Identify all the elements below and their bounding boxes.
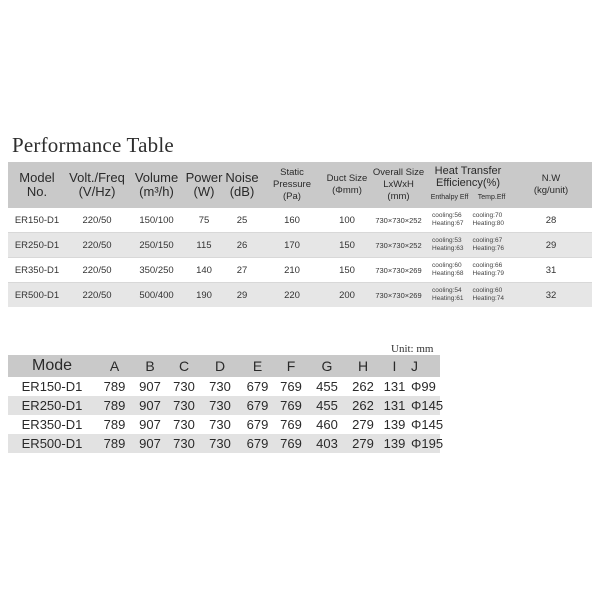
dim-c-cell: 730 [173,379,195,394]
table-row [8,282,592,307]
table-row [8,396,444,415]
header-mode: Mode [31,357,73,374]
power-cell: 190 [196,289,212,301]
duct-size-cell: 100 [339,214,355,226]
model-cell: ER500-D1 [14,289,60,301]
table-row [8,257,592,282]
header-power: Power (W) [185,170,223,199]
duct-size-cell: 200 [339,289,355,301]
dim-e-cell: 679 [246,398,269,413]
dim-d-cell: 730 [209,417,231,432]
overall-size-cell: 730×730×252 [375,240,422,250]
net-weight-cell: 32 [545,289,557,301]
header-dim-f: F [286,358,296,374]
volt-cell: 220/50 [82,264,112,276]
mode-cell: ER500-D1 [21,436,83,451]
duct-size-cell: 150 [339,264,355,276]
dim-a-cell: 789 [103,398,126,413]
mode-cell: ER250-D1 [21,398,83,413]
mode-cell: ER350-D1 [21,417,83,432]
dim-b-cell: 907 [139,417,161,432]
temp-eff-value [473,212,504,228]
heating-value: Heating:79 [472,270,504,277]
cooling-value: cooling:66 [472,262,503,269]
table-row [8,208,592,232]
header-net-weight: N.W (kg/unit) [533,173,569,196]
page-title: Performance Table [12,133,174,157]
heat-transfer-cell [426,212,510,228]
header-dim-j: J [411,358,418,374]
volume-cell: 150/100 [139,214,174,226]
dim-j-cell: Φ99 [411,379,436,394]
dim-c-cell: 730 [173,436,195,451]
volt-cell: 220/50 [82,289,112,301]
power-cell: 75 [198,214,210,226]
header-dim-i: I [392,358,397,374]
dim-i-cell: 131 [383,379,406,394]
volume-cell: 250/150 [139,239,174,251]
table-row [8,232,592,257]
heating-value: Heating:80 [472,220,504,227]
dim-i-cell: 131 [383,398,406,413]
temp-eff-value [473,262,504,278]
heating-value: Heating:76 [472,245,504,252]
header-static-pressure: Static Pressure (Pa) [272,167,311,202]
header-temp-eff: Temp.Eff [477,194,506,201]
heating-value: Heating:74 [472,295,504,302]
noise-cell: 25 [236,214,248,226]
dim-j-cell: Φ145 [411,398,444,413]
dim-c-cell: 730 [173,417,195,432]
noise-cell: 27 [236,264,248,276]
dim-e-cell: 679 [246,417,269,432]
dim-d-cell: 730 [209,379,231,394]
heating-value: Heating:63 [432,245,464,252]
header-dim-g: G [321,358,333,374]
overall-size-cell: 730×730×269 [375,290,422,300]
temp-eff-value [473,237,504,253]
header-enthalpy-eff: Enthalpy Eff [430,194,469,201]
noise-cell: 26 [236,239,248,251]
static-pressure-cell: 210 [284,264,300,276]
header-dim-e: E [252,358,263,374]
dim-f-cell: 769 [280,436,302,451]
dim-i-cell: 139 [383,417,406,432]
heat-transfer-cell [426,262,510,278]
power-cell: 140 [196,264,212,276]
cooling-value: cooling:54 [432,287,462,294]
header-model: Model No. [19,170,55,199]
volume-cell: 350/250 [139,264,174,276]
enthalpy-eff-value [432,262,463,278]
overall-size-cell: 730×730×252 [375,215,422,225]
mode-cell: ER150-D1 [21,379,83,394]
volt-cell: 220/50 [82,239,112,251]
dimensions-table-header [8,355,440,377]
unit-note: Unit: mm [391,343,434,355]
dim-g-cell: 455 [316,379,338,394]
header-heat-transfer: Heat Transfer Efficiency(%) Enthalpy Eff Temp.Eff [426,165,510,205]
heat-transfer-cell [426,237,510,253]
dim-b-cell: 907 [139,436,161,451]
net-weight-cell: 28 [545,214,557,226]
heat-transfer-cell [426,287,510,303]
model-cell: ER350-D1 [14,264,60,276]
dim-d-cell: 730 [209,436,231,451]
enthalpy-eff-value [432,287,463,303]
enthalpy-eff-value [432,212,463,228]
dim-j-cell: Φ145 [411,417,444,432]
static-pressure-cell: 160 [284,214,300,226]
static-pressure-cell: 170 [284,239,300,251]
dim-d-cell: 730 [209,398,231,413]
temp-eff-value [473,287,504,303]
cooling-value: cooling:53 [432,237,462,244]
table-row [8,415,444,434]
dim-h-cell: 262 [352,379,374,394]
static-pressure-cell: 220 [284,289,300,301]
dim-f-cell: 769 [280,398,302,413]
volt-cell: 220/50 [82,214,112,226]
header-dim-c: C [178,358,190,374]
noise-cell: 29 [236,289,248,301]
header-volume: Volume (m³/h) [134,170,179,199]
dim-e-cell: 679 [246,379,269,394]
cooling-value: cooling:60 [472,287,503,294]
dim-g-cell: 403 [316,436,338,451]
cooling-value: cooling:56 [432,212,462,219]
dim-a-cell: 789 [103,379,126,394]
header-noise: Noise (dB) [225,170,259,199]
dim-a-cell: 789 [103,436,126,451]
dim-h-cell: 279 [352,436,374,451]
overall-size-cell: 730×730×269 [375,265,422,275]
dim-h-cell: 279 [352,417,374,432]
net-weight-cell: 31 [545,264,557,276]
dim-i-cell: 139 [383,436,406,451]
header-dim-b: B [145,358,155,374]
performance-table [8,162,592,307]
dim-g-cell: 460 [316,417,338,432]
header-dim-a: A [109,358,120,374]
model-cell: ER150-D1 [14,214,60,226]
power-cell: 115 [196,239,212,251]
header-dim-d: D [214,358,226,374]
dim-c-cell: 730 [173,398,195,413]
duct-size-cell: 150 [339,239,355,251]
table-row [8,434,444,453]
net-weight-cell: 29 [545,239,557,251]
cooling-value: cooling:67 [472,237,503,244]
header-volt-freq: Volt./Freq (V/Hz) [69,170,125,199]
dim-e-cell: 679 [246,436,269,451]
performance-table-header [8,162,592,208]
dim-j-cell: Φ195 [411,436,444,451]
enthalpy-eff-value [432,237,463,253]
dim-a-cell: 789 [103,417,126,432]
model-cell: ER250-D1 [14,239,60,251]
dim-f-cell: 769 [280,417,302,432]
dimensions-table [8,355,444,453]
heating-value: Heating:67 [432,220,464,227]
dim-b-cell: 907 [139,398,161,413]
dim-b-cell: 907 [139,379,161,394]
dim-g-cell: 455 [316,398,338,413]
heating-value: Heating:61 [432,295,464,302]
dim-f-cell: 769 [280,379,302,394]
header-dim-h: H [357,358,369,374]
header-overall-size: Overall Size LxWxH (mm) [372,167,425,202]
table-row [8,377,440,396]
heating-value: Heating:68 [432,270,464,277]
dim-h-cell: 262 [352,398,374,413]
header-duct-size: Duct Size (Φmm) [326,173,368,196]
volume-cell: 500/400 [139,289,174,301]
cooling-value: cooling:60 [432,262,462,269]
cooling-value: cooling:70 [472,212,503,219]
